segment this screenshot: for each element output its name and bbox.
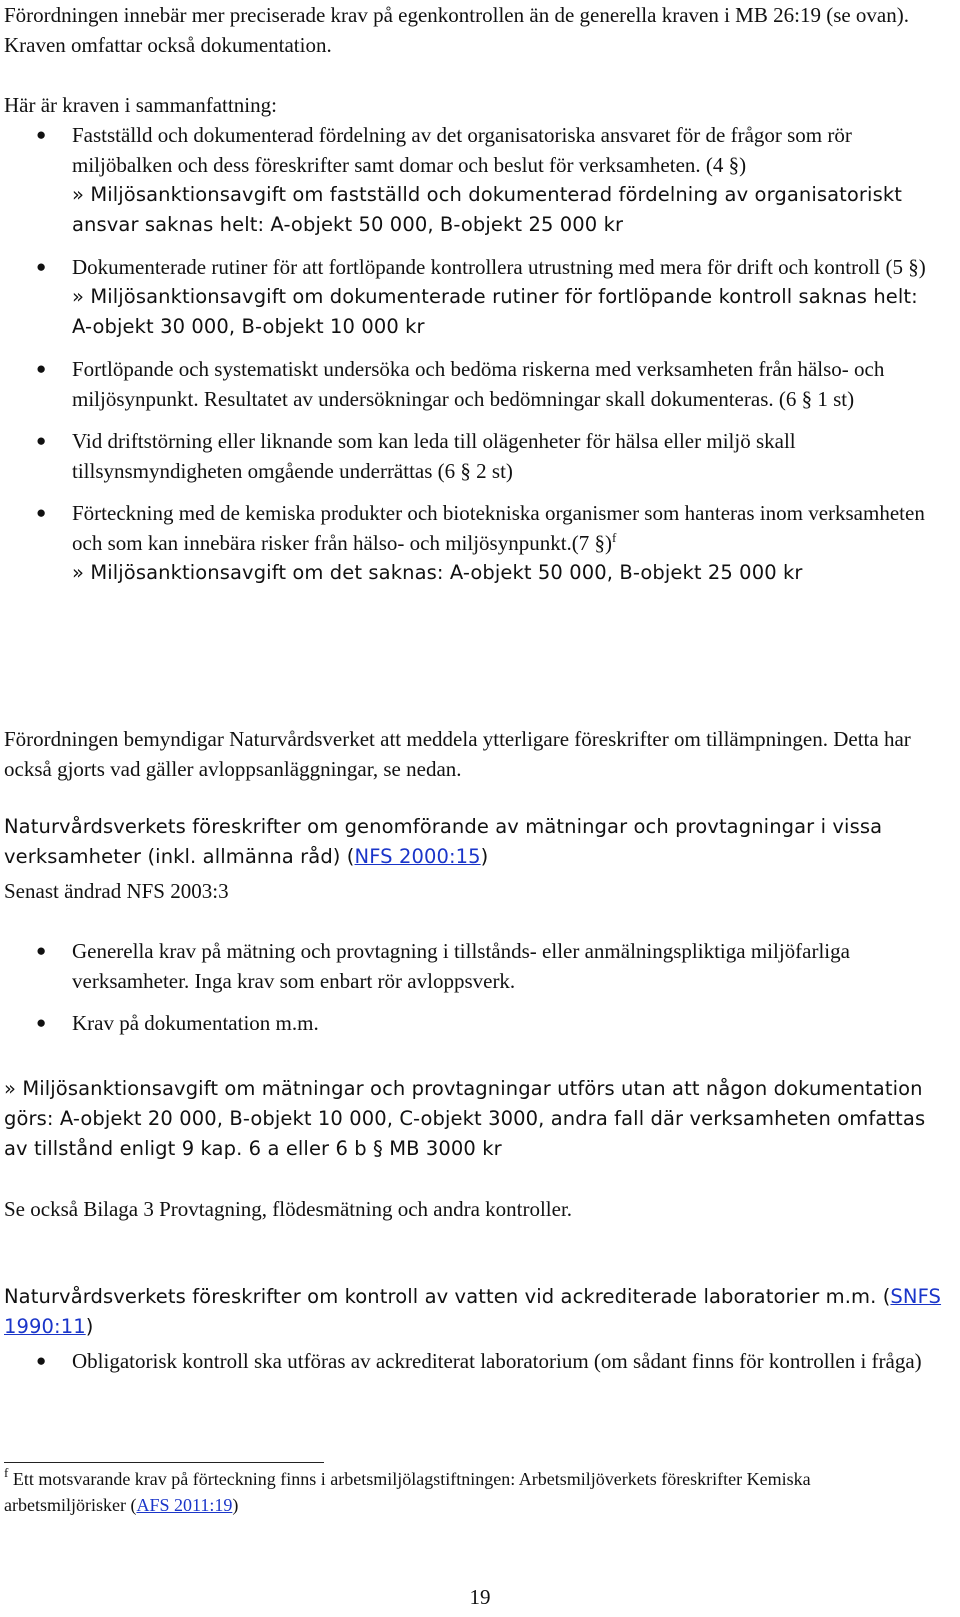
nfs-title-close: ) [480,845,489,868]
snfs-title-text: Naturvårdsverkets föreskrifter om kontroll av vatten vid ackrediterade laboratorier m.m. ( [4,1285,891,1308]
sanction-fee-note: » Miljösanktionsavgift om dokumenterade rutiner för fortlöpande kontroll saknas helt: A-objekt 30 000, B-objekt 10 000 kr [72,285,918,338]
nfs-link[interactable]: NFS 2000:15 [354,845,481,868]
snfs-title-close: ) [85,1315,94,1338]
bullet-icon: ● [36,1013,47,1032]
list-item [0,1008,942,1038]
nfs-amended-note: Senast ändrad NFS 2003:3 [4,879,229,903]
nfs-title [4,812,942,872]
list-item [0,498,942,588]
footnote [4,1466,930,1518]
snfs-link[interactable]: SNFS 1990:11 [4,1285,942,1338]
snfs-list [0,1346,942,1388]
bullet-icon: ● [36,941,47,960]
authorization-paragraph: Förordningen bemyndigar Naturvårdsverket att meddela ytterligare föreskrifter om tillämpningen. Detta har också gjorts vad gäller avloppsanläggningar, se nedan. [4,727,911,781]
nfs-list [0,936,942,1050]
see-also-note: Se också Bilaga 3 Provtagning, flödesmätning och andra kontroller. [4,1197,573,1221]
bullet-icon: ● [36,503,47,522]
intro-paragraph: Förordningen innebär mer preciserade krav på egenkontrollen än de generella kraven i MB 26:19 (se ovan). Kraven omfattar också dokumentation. [4,3,909,57]
footnote-close: ) [232,1495,239,1515]
bullet-icon: ● [36,125,47,144]
footnote-reference[interactable]: f [612,530,617,545]
summary-heading: Här är kraven i sammanfattning: [4,93,277,117]
list-item [0,1346,942,1376]
nfs-requirement-text: Generella krav på mätning och provtagning i tillstånds- eller anmälningspliktiga miljöfarliga verksamheter. Inga krav som enbart rör avloppsverk. [72,939,850,993]
page-number: 19 [469,1585,491,1609]
list-item [0,120,942,240]
nfs-title-text: Naturvårdsverkets föreskrifter om genomförande av mätningar och provtagningar i vissa verksamheter (inkl. allmänna råd) ( [4,815,883,868]
sanction-fee-note: » Miljösanktionsavgift om det saknas: A-objekt 50 000, B-objekt 25 000 kr [72,561,803,584]
snfs-requirement-text: Obligatorisk kontroll ska utföras av ackrediterat laboratorium (om sådant finns för kontrollen i fråga) [72,1349,922,1373]
requirement-text: Fortlöpande och systematiskt undersöka och bedöma riskerna med verksamheten från hälso- och miljösynpunkt. Resultatet av undersökningar och bedömningar skall dokumenteras. (6 § 1 st) [72,357,885,411]
afs-link[interactable]: AFS 2011:19 [136,1495,233,1515]
bullet-icon: ● [36,257,47,276]
nfs-requirement-text: Krav på dokumentation m.m. [72,1011,319,1035]
nfs-sanction-fee-note: » Miljösanktionsavgift om mätningar och provtagningar utförs utan att någon dokumentation görs: A-objekt 20 000, B-objekt 10 000, C-objekt 3000, andra fall där verksamheten omfattas av tillstånd enligt 9 kap. 6 a eller 6 b § MB 3000 kr [4,1077,926,1160]
list-item [0,252,942,342]
footnote-mark: f [4,1465,9,1480]
requirement-text: Förteckning med de kemiska produkter och biotekniska organismer som hanteras inom verksamheten och som kan innebära risker från hälso- och miljösynpunkt.(7 §) [72,501,925,555]
footnote-text: Ett motsvarande krav på förteckning finns i arbetsmiljölagstiftningen: Arbetsmiljöverkets föreskrifter Kemiska arbetsmiljörisker ( [4,1469,811,1515]
requirement-text: Fastställd och dokumenterad fördelning av det organisatoriska ansvaret för de frågor som rör miljöbalken och dess föreskrifter samt domar och beslut för verksamheten. (4 §) [72,123,852,177]
requirement-text: Dokumenterade rutiner för att fortlöpande kontrollera utrustning med mera för drift och kontroll (5 §) [72,255,926,279]
bullet-icon: ● [36,1351,47,1370]
list-item [0,354,942,414]
requirement-text: Vid driftstörning eller liknande som kan leda till olägenheter för hälsa eller miljö skall tillsynsmyndigheten omgående underrättas (6 § 2 st) [72,429,796,483]
footnote-divider [4,1462,324,1463]
bullet-icon: ● [36,359,47,378]
list-item [0,936,942,996]
sanction-fee-note: » Miljösanktionsavgift om fastställd och dokumenterad fördelning av organisatoriskt ansvar saknas helt: A-objekt 50 000, B-objekt 25 000 kr [72,183,902,236]
requirements-list [0,120,942,600]
snfs-title [4,1282,942,1342]
list-item [0,426,942,486]
bullet-icon: ● [36,431,47,450]
